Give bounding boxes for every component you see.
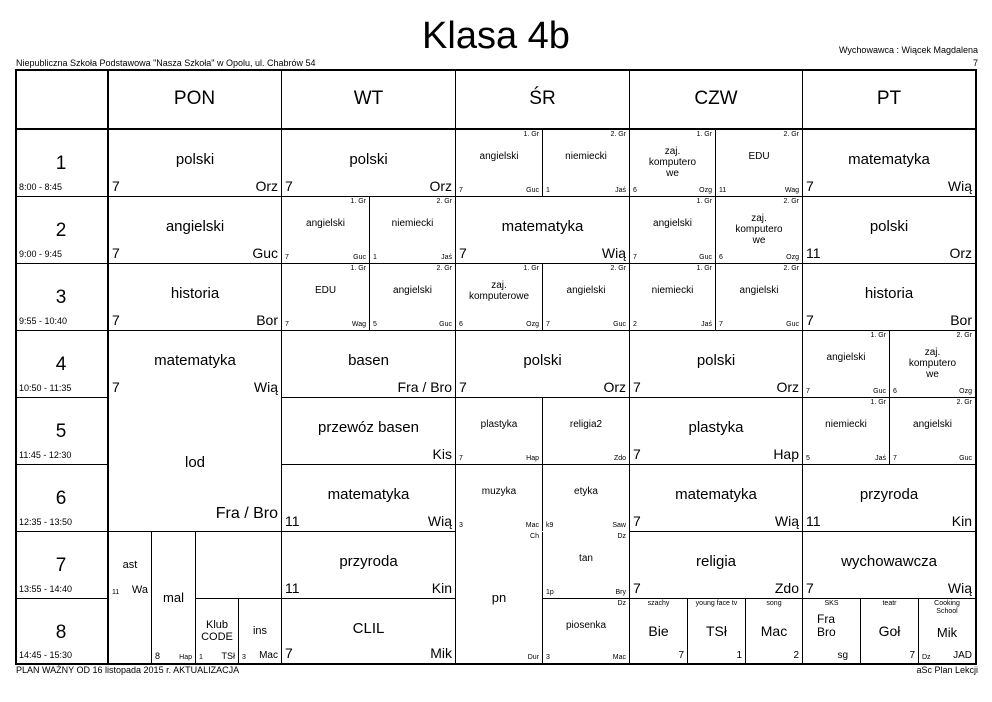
period-number: 2 bbox=[55, 220, 67, 241]
lesson-room: 7 bbox=[285, 254, 289, 261]
lesson-subject: muzyka bbox=[481, 486, 517, 497]
lesson-teacher: Wią bbox=[253, 379, 278, 395]
lesson-cell[interactable] bbox=[370, 197, 455, 263]
lesson-room: 6 bbox=[633, 187, 637, 194]
lesson-room: 7 bbox=[459, 245, 467, 261]
lesson-room: 3 bbox=[546, 654, 550, 661]
lesson-subject: Bie bbox=[648, 623, 669, 639]
lesson-cell[interactable] bbox=[630, 465, 802, 531]
lesson-teacher: Wag bbox=[784, 187, 799, 194]
lesson-cell[interactable] bbox=[370, 264, 455, 330]
lesson-teacher: Orz bbox=[603, 379, 626, 395]
lesson-cell[interactable] bbox=[543, 599, 629, 663]
lesson-teacher: Kin bbox=[951, 513, 972, 529]
page-title: Klasa 4b bbox=[422, 15, 570, 57]
lesson-teacher: Guc bbox=[252, 245, 278, 261]
lesson-subject: EDU bbox=[748, 151, 770, 162]
lesson-teacher: Jaś bbox=[875, 455, 886, 462]
lesson-subject: angielski bbox=[165, 218, 225, 235]
lesson-room: 7 bbox=[546, 321, 550, 328]
lesson-room: 11 bbox=[806, 513, 821, 529]
lesson-group: 1. Gr bbox=[870, 399, 886, 406]
lesson-teacher: Bor bbox=[950, 312, 972, 328]
lesson-room: 5 bbox=[806, 455, 810, 462]
lesson-group: 2. Gr bbox=[610, 131, 626, 138]
lesson-group: 1. Gr bbox=[350, 265, 366, 272]
lesson-teacher: Wa bbox=[131, 584, 148, 596]
lesson-cell[interactable] bbox=[746, 599, 802, 663]
lesson-room: 6 bbox=[459, 321, 463, 328]
lesson-cell[interactable] bbox=[456, 264, 542, 330]
lesson-room: 7 bbox=[633, 379, 641, 395]
lesson-room: 7 bbox=[806, 178, 814, 194]
lesson-room: 11 bbox=[806, 245, 821, 261]
lesson-teacher: Mac bbox=[259, 650, 278, 661]
lesson-group: 1. Gr bbox=[350, 198, 366, 205]
lesson-teacher: Zdo bbox=[774, 580, 799, 596]
lesson-room: 7 bbox=[112, 178, 120, 194]
period-time: 9:55 - 10:40 bbox=[19, 316, 68, 326]
lesson-cell[interactable] bbox=[543, 398, 629, 464]
day-header-sr: ŚR bbox=[529, 88, 556, 109]
lesson-subject: niemiecki bbox=[565, 151, 607, 162]
lesson-cell[interactable] bbox=[861, 599, 918, 663]
lesson-room: 1 bbox=[373, 254, 377, 261]
lesson-teacher: 7 bbox=[909, 650, 915, 661]
lesson-room: 7 bbox=[459, 455, 463, 462]
lesson-subject: CLIL bbox=[352, 620, 385, 637]
page-number: 7 bbox=[972, 58, 978, 68]
lesson-cell[interactable] bbox=[543, 264, 629, 330]
lesson-teacher: Kis bbox=[432, 446, 452, 462]
lesson-subject: matematyka bbox=[327, 486, 410, 503]
lesson-subject: plastyka bbox=[480, 419, 518, 430]
lesson-cell[interactable] bbox=[890, 331, 975, 397]
lesson-group: Dz bbox=[617, 533, 626, 540]
lesson-teacher: Hap bbox=[773, 446, 799, 462]
lesson-teacher: Ozg bbox=[526, 321, 539, 328]
lesson-teacher: 1 bbox=[736, 650, 742, 661]
lesson-teacher: Guc bbox=[873, 388, 886, 395]
lesson-cell[interactable] bbox=[630, 532, 802, 598]
period-time: 12:35 - 13:50 bbox=[19, 517, 73, 527]
lesson-room: 7 bbox=[633, 513, 641, 529]
timetable-grid bbox=[15, 69, 977, 665]
day-header-pt: PT bbox=[876, 88, 902, 109]
lesson-teacher: Wią bbox=[947, 580, 972, 596]
lesson-room: 7 bbox=[719, 321, 723, 328]
lesson-group: song bbox=[766, 600, 782, 607]
lesson-subject: ins bbox=[252, 625, 268, 637]
lesson-room: 3 bbox=[242, 654, 246, 661]
lesson-group: 2. Gr bbox=[436, 198, 452, 205]
lesson-subject: angielski bbox=[739, 285, 779, 296]
lesson-room: 7 bbox=[633, 254, 637, 261]
lesson-teacher: Wią bbox=[427, 513, 452, 529]
lesson-room: 3 bbox=[459, 522, 463, 529]
lesson-teacher: Jaś bbox=[441, 254, 452, 261]
lesson-teacher: 7 bbox=[678, 650, 684, 661]
lesson-group: 2. Gr bbox=[956, 399, 972, 406]
lesson-group: 2. Gr bbox=[783, 265, 799, 272]
lesson-subject: historia bbox=[864, 285, 914, 302]
lesson-teacher: Saw bbox=[612, 522, 626, 529]
lesson-cell[interactable] bbox=[456, 465, 542, 531]
lesson-subject: angielski bbox=[393, 285, 432, 296]
lesson-subject: ast bbox=[122, 559, 138, 571]
lesson-subject: polski bbox=[696, 352, 736, 369]
school-name: Niepubliczna Szkoła Podstawowa "Nasza Szkoła" w Opolu, ul. Chabrów 54 bbox=[16, 58, 316, 68]
lesson-room: 8 bbox=[155, 651, 161, 661]
period-time: 10:50 - 11:35 bbox=[19, 383, 72, 393]
lesson-teacher: Guc bbox=[613, 321, 626, 328]
lesson-room: 11 bbox=[112, 589, 120, 596]
lesson-teacher: Dur bbox=[527, 654, 539, 661]
lesson-room: 7 bbox=[806, 312, 814, 328]
lesson-group: 1. Gr bbox=[870, 332, 886, 339]
lesson-teacher: Guc bbox=[699, 254, 712, 261]
lesson-subject: zaj. komputero we bbox=[908, 347, 957, 380]
lesson-cell[interactable] bbox=[803, 532, 975, 598]
lesson-group: teatr bbox=[882, 600, 897, 607]
lesson-room: 7 bbox=[112, 245, 120, 261]
lesson-teacher: Ozg bbox=[786, 254, 799, 261]
lesson-room: 7 bbox=[893, 455, 897, 462]
lesson-cell[interactable] bbox=[543, 130, 629, 196]
lesson-cell[interactable] bbox=[196, 599, 238, 663]
lesson-teacher: Guc bbox=[439, 321, 452, 328]
lesson-subject: niemiecki bbox=[825, 419, 867, 430]
lesson-teacher: Bor bbox=[256, 312, 278, 328]
lesson-subject: Fra Bro bbox=[817, 612, 836, 639]
lesson-subject: angielski bbox=[913, 419, 952, 430]
lesson-cell[interactable] bbox=[630, 197, 715, 263]
lesson-group: 2. Gr bbox=[783, 131, 799, 138]
lesson-teacher: Ozg bbox=[699, 187, 712, 194]
lesson-subject: lod bbox=[184, 454, 206, 471]
lesson-room: 7 bbox=[806, 388, 810, 395]
period-number: 7 bbox=[55, 555, 67, 576]
lesson-group: SKS bbox=[824, 600, 839, 607]
lesson-cell[interactable] bbox=[630, 264, 715, 330]
lesson-room: 7 bbox=[633, 446, 641, 462]
period-number: 3 bbox=[55, 287, 67, 308]
lesson-teacher: Wią bbox=[774, 513, 799, 529]
lesson-cell[interactable] bbox=[630, 599, 687, 663]
lesson-cell[interactable] bbox=[109, 331, 281, 397]
lesson-cell[interactable] bbox=[716, 130, 802, 196]
lesson-teacher: Orz bbox=[255, 178, 278, 194]
lesson-cell[interactable] bbox=[282, 398, 455, 464]
lesson-group: 1. Gr bbox=[696, 265, 712, 272]
lesson-room: 7 bbox=[285, 645, 293, 661]
lesson-subject: angielski bbox=[306, 218, 345, 229]
lesson-cell[interactable] bbox=[239, 599, 281, 663]
lesson-cell[interactable] bbox=[803, 130, 975, 196]
lesson-cell[interactable] bbox=[109, 197, 281, 263]
lesson-cell[interactable] bbox=[919, 599, 975, 663]
lesson-cell[interactable] bbox=[152, 532, 195, 663]
period-number: 6 bbox=[55, 488, 67, 509]
lesson-cell[interactable] bbox=[716, 264, 802, 330]
lesson-cell[interactable] bbox=[630, 398, 802, 464]
lesson-subject: Mac bbox=[760, 623, 788, 639]
lesson-room: 7 bbox=[285, 178, 293, 194]
lesson-subject: Klub CODE bbox=[201, 619, 233, 643]
lesson-group: 1. Gr bbox=[523, 265, 539, 272]
lesson-room: 7 bbox=[806, 580, 814, 596]
lesson-subject: zaj. komputero we bbox=[648, 146, 697, 179]
lesson-room: 1 bbox=[546, 187, 550, 194]
lesson-cell[interactable] bbox=[803, 197, 975, 263]
lesson-subject: matematyka bbox=[675, 486, 757, 503]
lesson-cell[interactable] bbox=[109, 264, 281, 330]
lesson-cell[interactable] bbox=[456, 532, 542, 663]
lesson-teacher: Wag bbox=[351, 321, 366, 328]
lesson-teacher: Ozg bbox=[959, 388, 972, 395]
lesson-teacher: TSł bbox=[221, 651, 235, 661]
lesson-teacher: Guc bbox=[526, 187, 539, 194]
lesson-group: szachy bbox=[647, 600, 670, 607]
lesson-teacher: Orz bbox=[429, 178, 452, 194]
lesson-teacher: Orz bbox=[776, 379, 799, 395]
lesson-subject: basen bbox=[348, 352, 389, 369]
lesson-subject: TSł bbox=[706, 623, 727, 639]
lesson-room: 7 bbox=[112, 312, 120, 328]
lesson-group: Dz bbox=[617, 600, 626, 607]
lesson-subject: pn bbox=[491, 590, 507, 605]
lesson-room: 6 bbox=[893, 388, 897, 395]
lesson-teacher: Bry bbox=[615, 589, 626, 596]
lesson-teacher: Jaś bbox=[615, 187, 626, 194]
lesson-teacher: Hap bbox=[179, 654, 192, 661]
lesson-room: 6 bbox=[719, 254, 723, 261]
lesson-teacher: Orz bbox=[949, 245, 972, 261]
lesson-subject: matematyka bbox=[154, 352, 236, 369]
lesson-subject: matematyka bbox=[501, 218, 584, 235]
lesson-cell[interactable] bbox=[282, 130, 455, 196]
lesson-cell[interactable] bbox=[109, 130, 281, 196]
lesson-subject: przewóz basen bbox=[318, 419, 419, 436]
lesson-cell[interactable] bbox=[456, 130, 542, 196]
lesson-cell[interactable] bbox=[456, 398, 542, 464]
lesson-cell[interactable] bbox=[803, 599, 860, 663]
lesson-subject: EDU bbox=[314, 285, 337, 296]
lesson-teacher: Wią bbox=[601, 245, 626, 261]
lesson-subject: polski bbox=[349, 151, 388, 168]
lesson-subject: polski bbox=[869, 218, 909, 235]
lesson-cell[interactable] bbox=[456, 331, 629, 397]
period-time: 8:00 - 8:45 bbox=[19, 182, 63, 192]
lesson-subject: religia bbox=[695, 553, 737, 570]
lesson-group: Cooking School bbox=[934, 600, 960, 615]
lesson-group: Ch bbox=[530, 533, 539, 540]
lesson-subject: przyroda bbox=[339, 553, 398, 570]
lesson-cell[interactable] bbox=[109, 532, 151, 598]
lesson-cell[interactable] bbox=[456, 197, 629, 263]
lesson-room: 11 bbox=[285, 580, 300, 596]
lesson-subject: angielski bbox=[566, 285, 606, 296]
lesson-cell[interactable] bbox=[716, 197, 802, 263]
lesson-cell[interactable] bbox=[688, 599, 745, 663]
lesson-cell[interactable] bbox=[803, 398, 889, 464]
lesson-subject: Mik bbox=[936, 625, 958, 640]
lesson-cell[interactable] bbox=[282, 599, 455, 663]
lesson-cell[interactable] bbox=[803, 264, 975, 330]
lesson-cell[interactable] bbox=[630, 130, 715, 196]
lesson-cell[interactable] bbox=[109, 398, 281, 531]
lesson-teacher: Guc bbox=[353, 254, 366, 261]
lesson-subject: etyka bbox=[574, 486, 598, 497]
period-number: 5 bbox=[55, 421, 67, 442]
lesson-cell[interactable] bbox=[890, 398, 975, 464]
lesson-teacher: Zdo bbox=[613, 455, 626, 462]
lesson-teacher: Guc bbox=[786, 321, 799, 328]
lesson-teacher: 2 bbox=[793, 650, 799, 661]
lesson-cell[interactable] bbox=[803, 465, 975, 531]
period-number: 8 bbox=[55, 622, 67, 643]
class-teacher: Wychowawca : Wiącek Magdalena bbox=[839, 45, 978, 55]
lesson-teacher: JAD bbox=[953, 650, 972, 661]
day-header-wt: WT bbox=[353, 88, 384, 109]
period-number: 1 bbox=[55, 153, 67, 174]
lesson-teacher: Mik bbox=[430, 645, 452, 661]
lesson-room: 1p bbox=[546, 589, 554, 596]
lesson-cell[interactable] bbox=[282, 331, 455, 397]
lesson-teacher: Guc bbox=[959, 455, 972, 462]
period-time: 14:45 - 15:30 bbox=[19, 650, 73, 660]
period-number: 4 bbox=[55, 354, 67, 375]
lesson-teacher: Mac bbox=[612, 654, 626, 661]
lesson-cell[interactable] bbox=[282, 465, 455, 531]
lesson-cell[interactable] bbox=[282, 197, 369, 263]
lesson-subject: wychowawcza bbox=[841, 553, 937, 570]
lesson-cell[interactable] bbox=[543, 532, 629, 598]
period-time: 9:00 - 9:45 bbox=[19, 249, 63, 259]
lesson-subject: mal bbox=[163, 590, 184, 605]
lesson-subject: plastyka bbox=[688, 419, 744, 436]
lesson-group: 1. Gr bbox=[696, 131, 712, 138]
lesson-subject: polski bbox=[175, 151, 215, 168]
day-header-pon: PON bbox=[173, 88, 216, 109]
lesson-room: 11 bbox=[285, 513, 300, 529]
lesson-group: 2. Gr bbox=[783, 198, 799, 205]
lesson-subject: Goł bbox=[878, 623, 901, 639]
lesson-room: 11 bbox=[719, 187, 727, 194]
lesson-group: young face tv bbox=[695, 600, 738, 607]
lesson-teacher: Wią bbox=[947, 178, 972, 194]
period-time: 13:55 - 14:40 bbox=[19, 584, 73, 594]
lesson-teacher: Fra / Bro bbox=[397, 379, 452, 395]
lesson-room: 7 bbox=[633, 580, 641, 596]
day-header-czw: CZW bbox=[694, 88, 738, 109]
lesson-cell[interactable] bbox=[282, 532, 455, 598]
lesson-subject: polski bbox=[523, 352, 562, 369]
lesson-cell[interactable] bbox=[282, 264, 369, 330]
lesson-teacher: sg bbox=[837, 650, 848, 661]
lesson-room: 7 bbox=[459, 187, 463, 194]
lesson-subject: matematyka bbox=[848, 151, 930, 168]
lesson-group: 1. Gr bbox=[523, 131, 539, 138]
lesson-teacher: Jaś bbox=[701, 321, 712, 328]
lesson-cell[interactable] bbox=[630, 331, 802, 397]
lesson-teacher: Hap bbox=[526, 455, 539, 462]
lesson-room: Dz bbox=[922, 654, 931, 661]
lesson-subject: historia bbox=[170, 285, 220, 302]
lesson-room: 7 bbox=[112, 379, 120, 395]
lesson-subject: zaj. komputero we bbox=[735, 213, 783, 246]
lesson-subject: niemiecki bbox=[391, 218, 434, 229]
generator-credit: aSc Plan Lekcji bbox=[916, 665, 978, 675]
lesson-teacher: Kin bbox=[431, 580, 452, 596]
lesson-room: 2 bbox=[633, 321, 637, 328]
lesson-subject: tan bbox=[579, 553, 593, 564]
lesson-teacher: Mac bbox=[525, 522, 539, 529]
lesson-room: k9 bbox=[546, 522, 554, 529]
lesson-subject: angielski bbox=[653, 218, 692, 229]
lesson-cell[interactable] bbox=[803, 331, 889, 397]
lesson-subject: piosenka bbox=[565, 620, 607, 631]
lesson-subject: przyroda bbox=[859, 486, 919, 503]
lesson-room: 7 bbox=[285, 321, 289, 328]
lesson-subject: zaj. komputerowe bbox=[468, 280, 530, 302]
lesson-subject: angielski bbox=[479, 151, 519, 162]
lesson-group: 2. Gr bbox=[956, 332, 972, 339]
validity-note: PLAN WAŻNY OD 16 listopada 2015 r. AKTUALIZACJA bbox=[16, 665, 240, 675]
lesson-subject: angielski bbox=[826, 352, 866, 363]
lesson-teacher: Fra / Bro bbox=[215, 505, 278, 522]
lesson-subject: religia2 bbox=[569, 419, 603, 430]
lesson-room: 5 bbox=[373, 321, 377, 328]
lesson-group: 2. Gr bbox=[610, 265, 626, 272]
lesson-room: 7 bbox=[459, 379, 467, 395]
lesson-group: 2. Gr bbox=[436, 265, 452, 272]
period-time: 11:45 - 12:30 bbox=[19, 450, 72, 460]
lesson-subject: niemiecki bbox=[651, 285, 694, 296]
lesson-room: 1 bbox=[199, 654, 203, 661]
lesson-cell[interactable] bbox=[543, 465, 629, 531]
lesson-group: 1. Gr bbox=[696, 198, 712, 205]
